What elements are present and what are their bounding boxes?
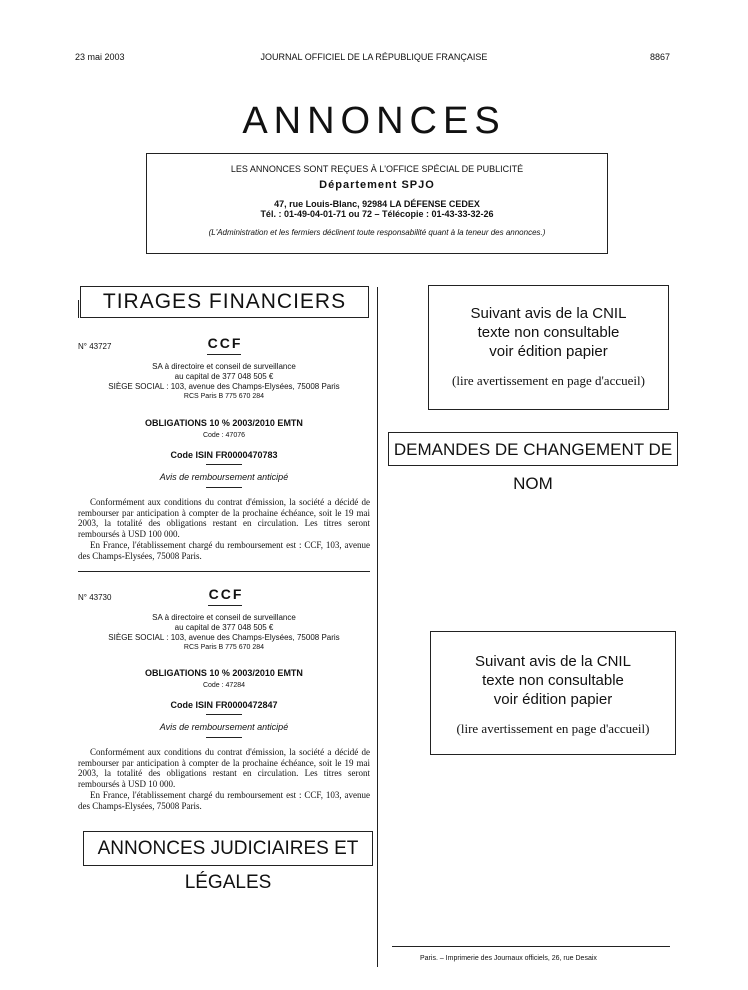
rule: [207, 354, 241, 355]
info-disclaimer: (L'Administration et les fermiers déclinent toute responsabilité quant à la teneur des annonces.): [208, 228, 546, 237]
company-form: SA à directoire et conseil de surveillance: [152, 362, 296, 371]
page-number: 8867: [649, 52, 670, 62]
page-date: 23 mai 2003: [75, 52, 125, 62]
section-tick: [78, 300, 79, 318]
notice-paragraph: En France, l'établissement chargé du remboursement est : CCF, 103, avenue des Champs-Elysées, 75008 Paris.: [78, 790, 370, 811]
info-phone: Tél. : 01-49-04-01-71 ou 72 – Télécopie : 01-43-33-32-26: [260, 209, 494, 219]
cnil-line-2: texte non consultable: [477, 324, 620, 341]
printer-imprint: Paris. – Imprimerie des Journaux officiels, 26, rue Desaix: [420, 955, 597, 962]
isin-code: Code ISIN FR0000470783: [170, 450, 278, 460]
info-department: Département SPJO: [319, 179, 435, 191]
company-capital: au capital de 377 048 505 €: [174, 623, 274, 632]
company-name: CCF: [208, 586, 244, 602]
rule: [206, 487, 242, 488]
notice-paragraph: Conformément aux conditions du contrat d'émission, la société a décidé de rembourser par anticipation à compter de la prochaine échéance, soit le 19 mai 2003, la totalité des obligations restant en circulation. Les titres seront remboursés à USD 100 000.: [78, 497, 370, 539]
section-annonces-judiciaires: ANNONCES JUDICIAIRES ET LÉGALES: [83, 831, 373, 866]
page-title: ANNONCES: [242, 100, 506, 142]
cnil-line-1: Suivant avis de la CNIL: [470, 305, 627, 322]
company-capital: au capital de 377 048 505 €: [174, 372, 274, 381]
company-rcs: RCS Paris B 775 670 284: [183, 393, 265, 400]
notice-paragraph: En France, l'établissement chargé du remboursement est : CCF, 103, avenue des Champs-Elysées, 75008 Paris.: [78, 540, 370, 561]
company-address: SIÈGE SOCIAL : 103, avenue des Champs-Elysées, 75008 Paris: [108, 382, 340, 391]
section-tirages-financiers: TIRAGES FINANCIERS: [80, 286, 369, 318]
rule: [206, 714, 242, 715]
cnil-notice: [430, 631, 676, 755]
notice-separator: [78, 571, 370, 572]
company-address: SIÈGE SOCIAL : 103, avenue des Champs-Elysées, 75008 Paris: [108, 633, 340, 642]
section-changement-de-nom: DEMANDES DE CHANGEMENT DE NOM: [388, 432, 678, 466]
obligations-title: OBLIGATIONS 10 % 2003/2010 EMTN: [145, 668, 303, 678]
notice-details: [78, 362, 370, 402]
rule: [206, 737, 242, 738]
notice-paragraph: Conformément aux conditions du contrat d'émission, la société a décidé de rembourser par anticipation à compter de la prochaine échéance, soit le 19 mai 2003, la totalité des obligations restant en circulation. Les titres seront remboursés à USD 10 000.: [78, 747, 370, 789]
cnil-note: (lire avertissement en page d'accueil): [452, 373, 645, 388]
isin-code: Code ISIN FR0000472847: [170, 700, 278, 710]
column-divider: [377, 287, 378, 967]
rule: [206, 464, 242, 465]
cnil-line-3: voir édition papier: [493, 691, 613, 708]
obligations-code: Code : 47284: [202, 682, 246, 689]
obligations-title: OBLIGATIONS 10 % 2003/2010 EMTN: [145, 418, 303, 428]
notice-number: N° 43727: [78, 342, 112, 351]
obligations-code: Code : 47076: [202, 432, 246, 439]
notice-details: [78, 613, 370, 653]
info-line-1: LES ANNONCES SONT REÇUES À L'OFFICE SPÉCIAL DE PUBLICITÉ: [230, 164, 524, 174]
notice-number: N° 43730: [78, 593, 112, 602]
cnil-line-1: Suivant avis de la CNIL: [475, 653, 631, 670]
cnil-line-3: voir édition papier: [489, 343, 608, 360]
company-rcs: RCS Paris B 775 670 284: [183, 644, 265, 651]
notice-subject: Avis de remboursement anticipé: [159, 472, 289, 482]
cnil-notice: [428, 285, 669, 410]
cnil-note: (lire avertissement en page d'accueil): [456, 721, 650, 736]
rule: [208, 605, 242, 606]
company-form: SA à directoire et conseil de surveillance: [152, 613, 296, 622]
cnil-line-2: texte non consultable: [482, 672, 624, 689]
info-box: [146, 153, 608, 254]
journal-name: JOURNAL OFFICIEL DE LA RÉPUBLIQUE FRANÇAISE: [260, 52, 488, 62]
company-name: CCF: [207, 335, 243, 351]
footer-rule: [392, 946, 670, 947]
notice-subject: Avis de remboursement anticipé: [159, 722, 289, 732]
info-address: 47, rue Louis-Blanc, 92984 LA DÉFENSE CEDEX: [274, 199, 480, 209]
